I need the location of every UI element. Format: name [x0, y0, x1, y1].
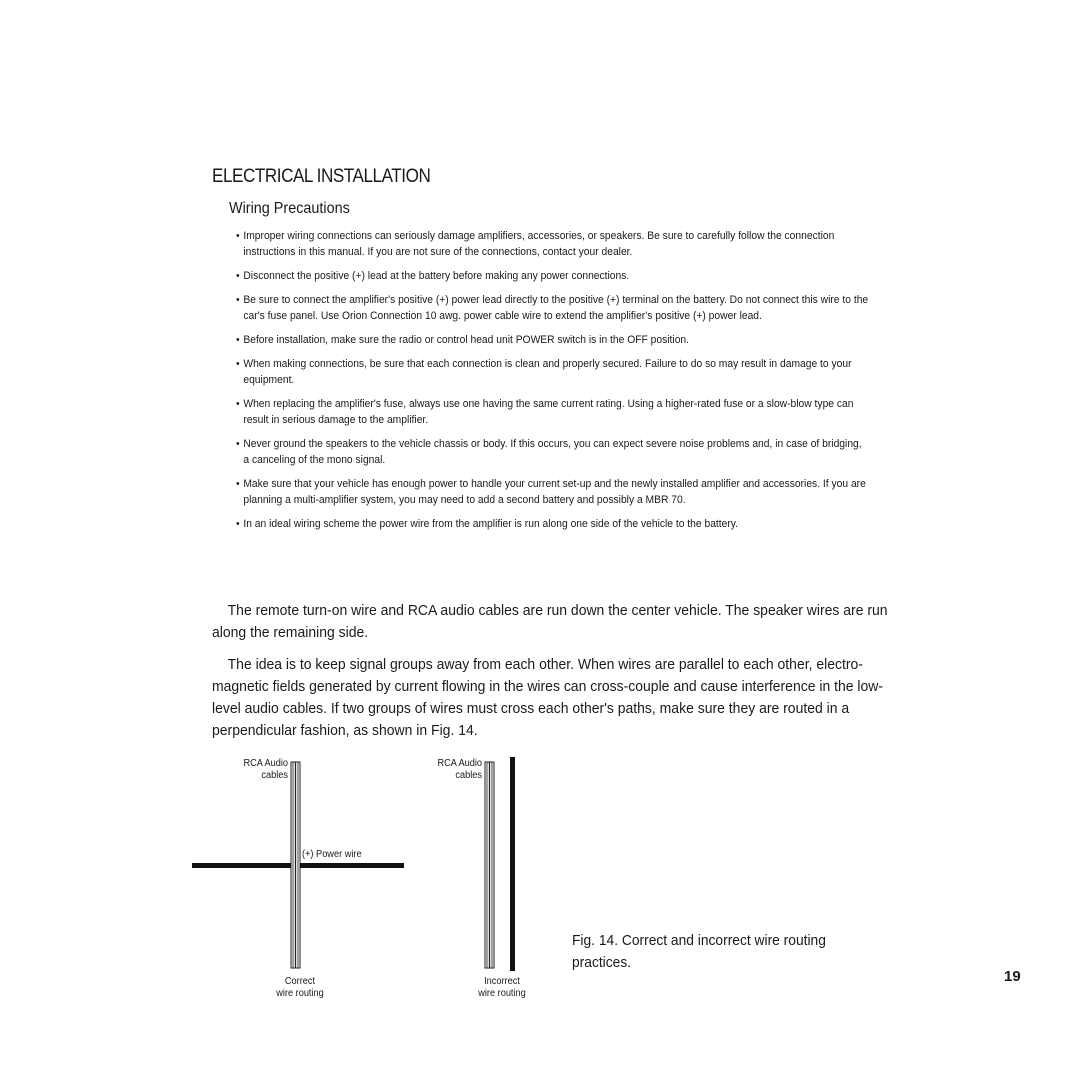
incorrect-rca-cable-bundle	[485, 762, 494, 968]
incorrect-caption-line2: wire routing	[478, 988, 526, 999]
page-number: 19	[1004, 968, 1021, 985]
subsection-title: Wiring Precautions	[229, 200, 350, 217]
correct-rca-label	[207, 758, 288, 782]
correct-routing-caption	[245, 976, 355, 1000]
incorrect-routing-caption	[447, 976, 557, 1000]
incorrect-rca-label-line1: RCA Audio	[437, 758, 482, 769]
precaution-item: • When making connections, be sure that each connection is clean and properly secured. Failure to do so may result in damage to your equipment.	[236, 356, 869, 388]
precaution-item: • Before installation, make sure the radio or control head unit POWER switch is in the OFF position.	[236, 332, 869, 348]
correct-rca-label-line1: RCA Audio	[243, 758, 288, 769]
figure-caption: Fig. 14. Correct and incorrect wire routing practices.	[572, 932, 826, 971]
incorrect-rca-label	[401, 758, 482, 782]
section-title: ELECTRICAL INSTALLATION	[212, 166, 431, 187]
precaution-item: • Make sure that your vehicle has enough power to handle your current set-up and the newly installed amplifier and accessories. If you are planning a multi-amplifier system, you may need to add a second battery and possibly a MBR 70.	[236, 476, 869, 508]
power-wire-label: (+) Power wire	[302, 849, 362, 860]
precaution-item: • Disconnect the positive (+) lead at the battery before making any power connections.	[236, 268, 869, 284]
incorrect-rca-label-line2: cables	[455, 770, 482, 781]
correct-rca-cable-bundle	[291, 762, 300, 968]
interference-paragraph: The idea is to keep signal groups away from each other. When wires are parallel to each other, electro-magnetic fields generated by current flowing in the wires can cross-couple and cause interference in the low-level audio cables. If two groups of wires must cross each other's paths, make sure they are routed in a perpendicular fashion, as shown in Fig. 14.	[212, 656, 884, 739]
precaution-item: • When replacing the amplifier's fuse, always use one having the same current rating. Using a higher-rated fuse or a slow-blow type can result in serious damage to the amplifier.	[236, 396, 869, 428]
incorrect-power-wire	[510, 757, 515, 971]
precaution-item: • Never ground the speakers to the vehicle chassis or body. If this occurs, you can expect severe noise problems and, in case of bridging, a canceling of the mono signal.	[236, 436, 869, 468]
correct-caption-line1: Correct	[284, 976, 316, 987]
precaution-item: • Improper wiring connections can seriously damage amplifiers, accessories, or speakers. Be sure to carefully follow the connection instructions in this manual. If you are not sure of the connections, contact your dealer.	[236, 228, 869, 260]
incorrect-caption-line1: Incorrect	[484, 976, 520, 987]
correct-caption-line2: wire routing	[276, 988, 324, 999]
correct-rca-label-line2: cables	[261, 770, 288, 781]
routing-paragraph: The remote turn-on wire and RCA audio cables are run down the center vehicle. The speaker wires are run along the remaining side.	[212, 602, 888, 641]
precaution-item: • Be sure to connect the amplifier's positive (+) power lead directly to the positive (+) terminal on the battery. Do not connect this wire to the car's fuse panel. Use Orion Connection 10 awg. power cable wire to extend the amplifier's positive (+) power lead.	[236, 292, 869, 324]
precaution-item: • In an ideal wiring scheme the power wire from the amplifier is run along one side of the vehicle to the battery.	[236, 516, 869, 532]
